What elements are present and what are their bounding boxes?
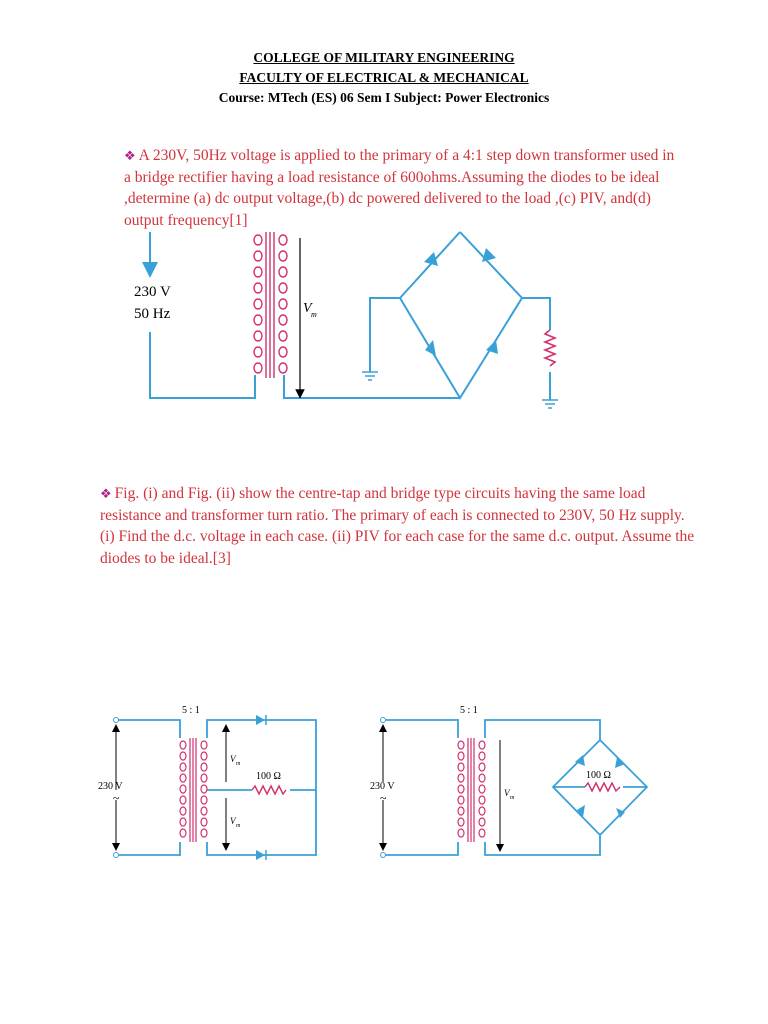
ct-turns-ratio: 5 : 1 [182,705,200,716]
load-resistor-icon [252,786,286,794]
load-resistor-icon [585,783,620,791]
ac-source-icon: ~ [380,791,387,805]
terminal-icon [114,853,119,858]
ground-icon [362,372,558,408]
vm-subscript: m [236,823,241,829]
ct-primary-bottom [116,842,180,855]
vm-label: V [504,788,510,798]
bridge-diodes [424,248,498,356]
br-secondary-bottom [485,835,600,855]
vm-label: V [303,301,312,316]
br-source-label: 230 V [370,781,395,792]
question-1-text: A 230V, 50Hz voltage is applied to the primary of a 4:1 step down transformer used in a bridge rectifier having a load resistance of 600ohms.Assuming the diodes to be ideal ,determine (a) dc output voltage,(b) dc powered delivered to the load ,(c) PIV, and(d) output frequency[1] [124,147,675,229]
source-voltage-label: 230 V [134,284,171,300]
bridge-diamond [400,232,522,398]
question-2-text: Fig. (i) and Fig. (ii) show the centre-tap and bridge type circuits having the same load resistance and transformer turn ratio. The primary of each is connected to 230V, 50 Hz supply. (i) Find the d.c. voltage in each case. (ii) PIV for each case for the same d.c. output. Assume the diodes to be ideal.[3] [100,485,695,567]
diode-icon [256,850,265,860]
centre-tap-figure [116,720,316,855]
ct-primary-top [116,720,180,738]
transformer-1-coil [254,232,287,378]
diamond-bullet-icon: ❖ [100,486,112,501]
br-primary-bottom [383,842,458,855]
primary-wire [150,340,255,398]
transformer-3-coil [458,738,485,842]
br-secondary-top [485,720,600,740]
course-line: Course: MTech (ES) 06 Sem I Subject: Power Electronics [218,90,550,105]
vm-subscript: m [236,761,241,767]
br-arrows [383,728,500,848]
terminal-icon [381,853,386,858]
college-name: COLLEGE OF MILITARY ENGINEERING [253,50,515,65]
diamond-bullet-icon: ❖ [124,148,136,163]
load-resistor-icon [545,330,555,366]
ac-source-icon: ~ [113,791,120,805]
secondary-bottom-wire [284,375,460,398]
load-wire-top [522,298,550,330]
transformer-2-coil [180,738,207,842]
diode-icon [256,715,265,725]
ct-source-label: 230 V [98,781,123,792]
vm-subscript: m [311,310,317,319]
vm-label: V [230,816,236,826]
vm-label: V [230,754,236,764]
br-load-label: 100 Ω [586,770,611,781]
br-primary-top [383,720,458,738]
bridge-figure-2 [383,720,647,855]
source-frequency-label: 50 Hz [134,306,171,322]
ct-arrows [116,728,226,847]
transformer-1 [254,232,300,394]
diode-icon [482,248,496,262]
terminal-icon [114,718,119,723]
ct-load-label: 100 Ω [256,771,281,782]
faculty-name: FACULTY OF ELECTRICAL & MECHANICAL [239,70,529,85]
vm-subscript: m [510,795,515,801]
terminal-icon [381,718,386,723]
diode-icon [424,252,438,266]
br-turns-ratio: 5 : 1 [460,705,478,716]
ground-wire-left [370,298,400,372]
